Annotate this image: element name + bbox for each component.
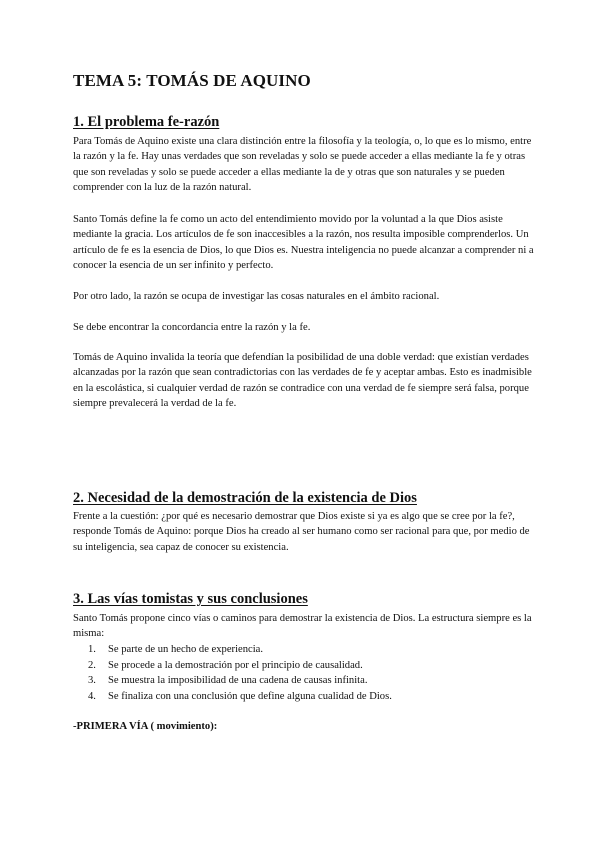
- section-2-heading: 2. Necesidad de la demostración de la existencia de Dios: [73, 490, 417, 506]
- list-item-number: 4.: [88, 690, 96, 702]
- list-item: [88, 689, 392, 705]
- primera-via-subheading: -PRIMERA VÍA ( movimiento):: [73, 721, 218, 732]
- section-1-paragraph-3: Por otro lado, la razón se ocupa de investigar las cosas naturales en el ámbito racional.: [73, 291, 440, 302]
- section-2-paragraph: Frente a la cuestión: ¿por qué es necesario demostrar que Dios existe si ya es algo que se cree por la fe?, responde Tomás de Aquino: porque Dios ha creado al ser humano como ser racional para que, por medio de su inteligencia, sea capaz de conocer su existencia.: [73, 511, 530, 553]
- list-item-text: Se muestra la imposibilidad de una cadena de causas infinita.: [108, 675, 368, 687]
- list-item-number: 3.: [88, 675, 96, 687]
- steps-list: [88, 642, 392, 704]
- list-item-number: 1.: [88, 644, 96, 655]
- list-item: [88, 642, 392, 658]
- section-1-heading: 1. El problema fe-razón: [73, 114, 220, 130]
- section-1-paragraph-4: Se debe encontrar la concordancia entre la razón y la fe.: [73, 322, 311, 333]
- section-1-paragraph-5: Tomás de Aquino invalida la teoría que defendían la posibilidad de una doble verdad: que existían verdades alcanzadas por la razón que sean contradictorias con las verdades de fe y aceptar ambas. Esto es inadmisible en la escolástica, si cualquier verdad de razón se contradice con una verdad de fe siempre será falsa, porque siempre prevalecerá la verdad de la fe.: [73, 352, 532, 410]
- list-item: [88, 658, 392, 674]
- section-3-heading: 3. Las vías tomistas y sus conclusiones: [73, 591, 308, 607]
- list-item-text: Se procede a la demostración por el principio de causalidad.: [108, 659, 363, 671]
- list-item-number: 2.: [88, 659, 96, 671]
- section-1-paragraph-2: Santo Tomás define la fe como un acto del entendimiento movido por la voluntad a la que Dios asiste mediante la gracia. Los artículos de fe son inaccesibles a la razón, nos resulta imposible comprenderlos. Un artículo de fe es la esencia de Dios, lo que Dios es. Nuestra inteligencia no puede alcanzar a comprender ni a conocer la esencia de un ser infinito y perfecto.: [73, 214, 534, 272]
- document-title: TEMA 5: TOMÁS DE AQUINO: [73, 71, 311, 90]
- list-item-text: Se finaliza con una conclusión que define alguna cualidad de Dios.: [108, 690, 392, 702]
- list-item-text: Se parte de un hecho de experiencia.: [108, 644, 264, 655]
- section-1-paragraph-1: Para Tomás de Aquino existe una clara distinción entre la filosofía y la teología, o, lo que es lo mismo, entre la razón y la fe. Hay unas verdades que son reveladas y solo se puede acceder a ellas mediante la fe y otras que son reveladas y solo se puede acceder a ellas mediante la de y otras que son naturales y se pueden comprender con la luz de la razón natural.: [73, 136, 532, 194]
- list-item: [88, 673, 392, 689]
- section-3-paragraph: Santo Tomás propone cinco vías o caminos para demostrar la existencia de Dios. La estructura siempre es la misma:: [73, 613, 532, 640]
